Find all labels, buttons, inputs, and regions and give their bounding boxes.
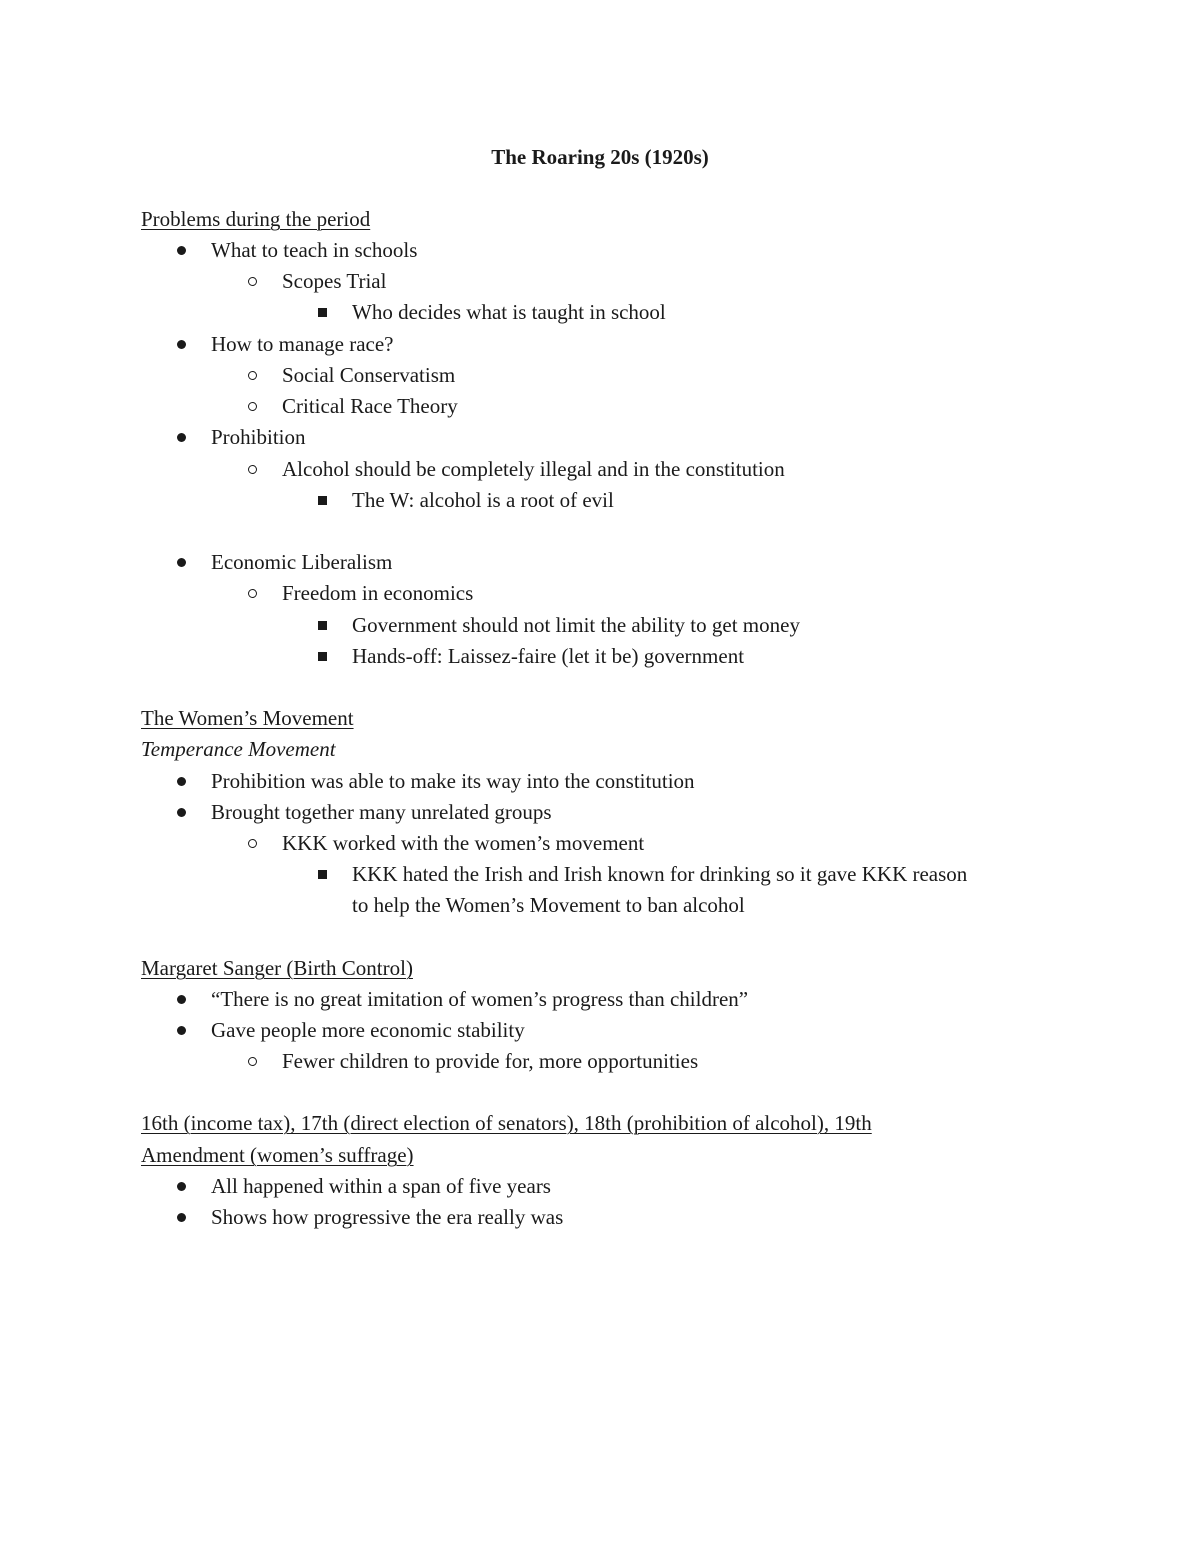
list-item: Freedom in economics <box>282 581 474 605</box>
bullet-dot <box>177 1203 186 1231</box>
list-item: Government should not limit the ability to get money <box>352 613 800 637</box>
section-heading-sanger: Margaret Sanger (Birth Control) <box>141 956 413 980</box>
bullet-square <box>318 642 327 670</box>
bullet-square <box>318 611 327 639</box>
document-title: The Roaring 20s (1920s) <box>491 145 709 169</box>
bullet-dot <box>177 1016 186 1044</box>
list-item: Hands-off: Laissez-faire (let it be) government <box>352 644 745 668</box>
bullet-dot <box>177 548 186 576</box>
list-item: Economic Liberalism <box>211 550 393 574</box>
list-item: Who decides what is taught in school <box>352 300 666 324</box>
list-item: The W: alcohol is a root of evil <box>352 488 614 512</box>
bullet-dot <box>177 1172 186 1200</box>
section-heading-amendments: 16th (income tax), 17th (direct election of senators), 18th (prohibition of alcohol), 19th <box>141 1111 872 1135</box>
bullet-dot <box>177 985 186 1013</box>
list-item: KKK hated the Irish and Irish known for drinking so it gave KKK reason <box>352 862 968 886</box>
list-item-continuation: to help the Women’s Movement to ban alcohol <box>352 893 745 917</box>
bullet-dot <box>177 767 186 795</box>
list-item: Brought together many unrelated groups <box>211 800 552 824</box>
list-item: Critical Race Theory <box>282 394 458 418</box>
section-heading-problems: Problems during the period <box>141 207 371 231</box>
bullet-dot <box>177 236 186 264</box>
list-item: How to manage race? <box>211 332 394 356</box>
section-heading-amendments-continuation: Amendment (women’s suffrage) <box>141 1143 414 1167</box>
bullet-ring <box>248 455 257 483</box>
list-item: Social Conservatism <box>282 363 456 387</box>
bullet-square <box>318 486 327 514</box>
list-item: Shows how progressive the era really was <box>211 1205 564 1229</box>
list-item: KKK worked with the women’s movement <box>282 831 645 855</box>
list-item: Scopes Trial <box>282 269 387 293</box>
list-item: Gave people more economic stability <box>211 1018 525 1042</box>
bullet-ring <box>248 829 257 857</box>
bullet-dot <box>177 798 186 826</box>
bullet-ring <box>248 361 257 389</box>
bullet-dot <box>177 330 186 358</box>
list-item: Fewer children to provide for, more opportunities <box>282 1049 699 1073</box>
list-item: Prohibition <box>211 425 306 449</box>
subheading-temperance: Temperance Movement <box>141 737 336 761</box>
bullet-square <box>318 860 327 888</box>
bullet-square <box>318 298 327 326</box>
list-item: “There is no great imitation of women’s progress than children” <box>211 987 749 1011</box>
bullet-ring <box>248 267 257 295</box>
bullet-ring <box>248 579 257 607</box>
section-heading-womens-movement: The Women’s Movement <box>141 706 354 730</box>
bullet-ring <box>248 392 257 420</box>
list-item: Alcohol should be completely illegal and in the constitution <box>282 457 785 481</box>
bullet-ring <box>248 1047 257 1075</box>
list-item: What to teach in schools <box>211 238 418 262</box>
list-item: Prohibition was able to make its way into the constitution <box>211 769 695 793</box>
bullet-dot <box>177 423 186 451</box>
list-item: All happened within a span of five years <box>211 1174 551 1198</box>
